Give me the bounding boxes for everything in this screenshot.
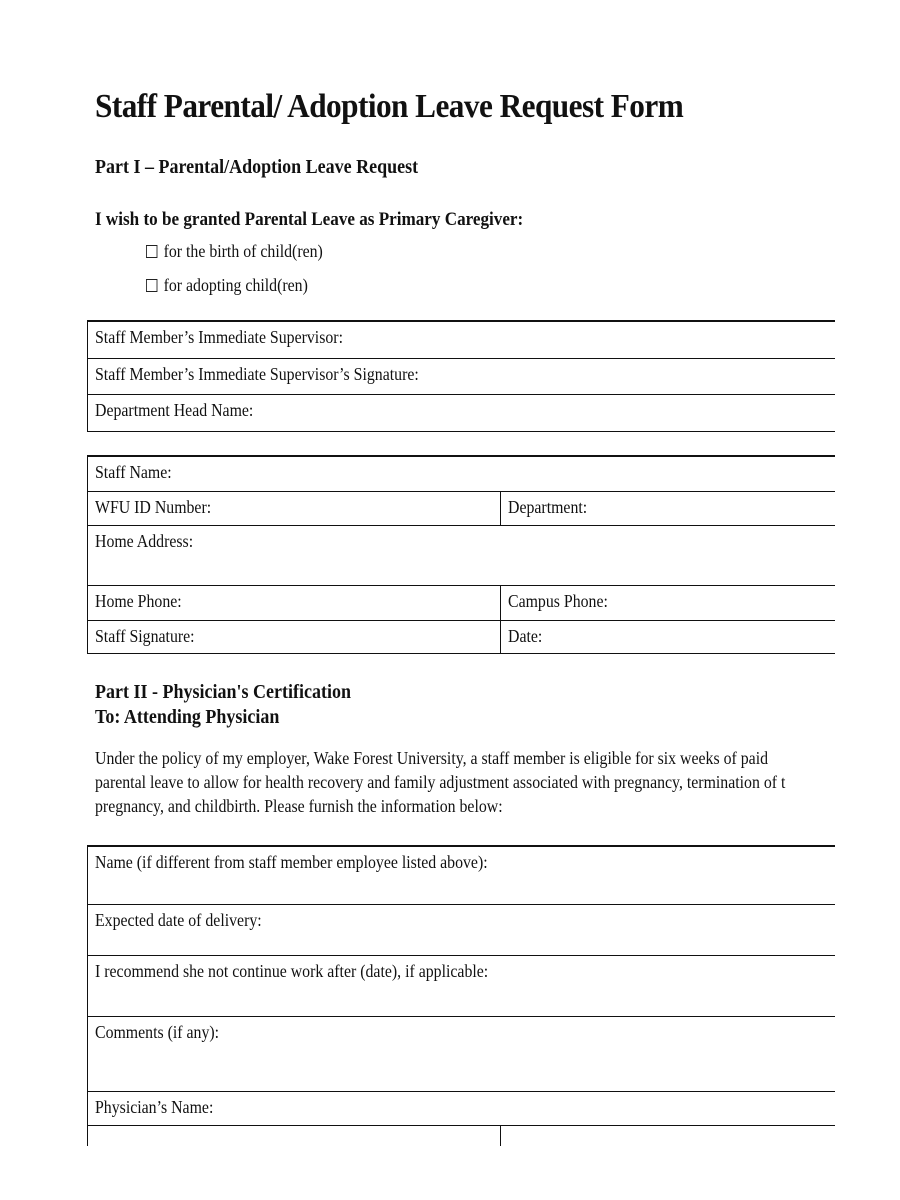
- wfu-id-field[interactable]: [88, 492, 500, 525]
- date-label: Date:: [508, 626, 543, 646]
- signature-date-row: [87, 621, 835, 654]
- part2-subheading: To: Attending Physician: [95, 706, 280, 728]
- wfu-id-label: WFU ID Number:: [95, 497, 212, 517]
- name-row[interactable]: [87, 847, 835, 905]
- option-birth-label: for the birth of child(ren): [163, 241, 323, 261]
- option-adopt-label: for adopting child(ren): [163, 275, 308, 295]
- physician-name-row[interactable]: [87, 1092, 835, 1126]
- cutoff-left-cell: [88, 1126, 500, 1146]
- option-adopt[interactable]: [146, 275, 308, 296]
- comments-label: Comments (if any):: [95, 1022, 220, 1042]
- name-label: Name (if different from staff member employee listed above):: [95, 852, 488, 872]
- paragraph-line-1: Under the policy of my employer, Wake Forest University, a staff member is eligible for six weeks of paid: [95, 748, 769, 768]
- supervisor-row[interactable]: [87, 322, 835, 359]
- campus-phone-label: Campus Phone:: [508, 591, 608, 611]
- department-label: Department:: [508, 497, 588, 517]
- supervisor-signature-label: Staff Member’s Immediate Supervisor’s Signature:: [95, 364, 419, 384]
- phone-row: [87, 586, 835, 621]
- cutoff-right-cell: [500, 1126, 835, 1146]
- home-phone-label: Home Phone:: [95, 591, 182, 611]
- recommend-label: I recommend she not continue work after (date), if applicable:: [95, 961, 489, 981]
- expected-delivery-row[interactable]: [87, 905, 835, 956]
- checkbox-birth[interactable]: [146, 245, 157, 258]
- staff-table: [87, 455, 835, 654]
- supervisor-label: Staff Member’s Immediate Supervisor:: [95, 327, 343, 347]
- campus-phone-field[interactable]: [500, 586, 835, 620]
- staff-signature-label: Staff Signature:: [95, 626, 195, 646]
- checkbox-adopt[interactable]: [146, 279, 157, 292]
- part1-statement: I wish to be granted Parental Leave as Primary Caregiver:: [95, 209, 524, 230]
- supervisor-signature-row[interactable]: [87, 359, 835, 395]
- date-field[interactable]: [500, 621, 835, 653]
- id-department-row: [87, 492, 835, 526]
- paragraph-line-2: parental leave to allow for health recovery and family adjustment associated with pregnancy, termination of t: [95, 772, 786, 792]
- expected-delivery-label: Expected date of delivery:: [95, 910, 262, 930]
- option-birth[interactable]: [146, 241, 323, 262]
- department-head-row[interactable]: [87, 395, 835, 432]
- comments-row[interactable]: [87, 1017, 835, 1092]
- recommend-row[interactable]: [87, 956, 835, 1017]
- part2-heading: Part II - Physician's Certification: [95, 681, 351, 703]
- supervisor-table: [87, 320, 835, 432]
- home-address-row[interactable]: [87, 526, 835, 586]
- physician-name-label: Physician’s Name:: [95, 1097, 214, 1117]
- staff-name-row[interactable]: [87, 457, 835, 492]
- part1-heading: Part I – Parental/Adoption Leave Request: [95, 156, 419, 178]
- staff-name-label: Staff Name:: [95, 462, 172, 482]
- home-address-label: Home Address:: [95, 531, 194, 551]
- department-head-label: Department Head Name:: [95, 400, 254, 420]
- staff-signature-field[interactable]: [88, 621, 500, 653]
- paragraph-line-3: pregnancy, and childbirth. Please furnish the information below:: [95, 796, 503, 816]
- home-phone-field[interactable]: [88, 586, 500, 620]
- cutoff-row: [87, 1126, 835, 1146]
- department-field[interactable]: [500, 492, 835, 525]
- physician-table: [87, 845, 835, 1146]
- form-title: Staff Parental/ Adoption Leave Request Form: [95, 88, 684, 125]
